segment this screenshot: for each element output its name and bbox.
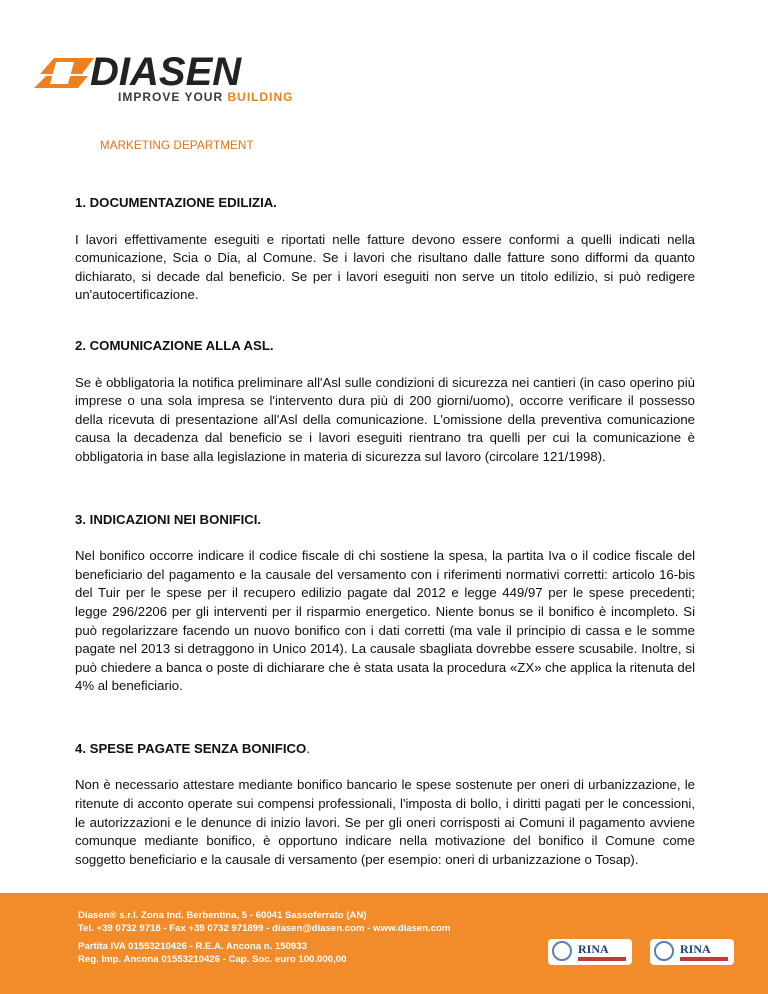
rina-certification-badge <box>548 939 632 965</box>
tagline <box>118 90 293 104</box>
document-body <box>75 168 695 869</box>
section-4-body: Non è necessario attestare mediante bonifico bancario le spese sostenute per oneri di urbanizzazione, le ritenute di acconto operate sui compensi professionali, l'imposta di bollo, i diritti pagati per le concessioni, le autorizzazioni e le denunce di inizio lavori. Se per gli oneri corrisposti ai Comuni il pagamento avviene comunque mediante bonifico, è opportuno indicare nella motivazione del bonifico il Comune come soggetto beneficiario e la causale di versamento (per esempio: oneri di urbanizzazione o Tosap). <box>75 777 695 867</box>
certification-seal-icon <box>654 941 674 961</box>
badge-stripe <box>680 957 728 961</box>
rina-certification-badge-2 <box>650 939 734 965</box>
section-2-title: 2. COMUNICAZIONE ALLA ASL. <box>75 337 274 353</box>
section-4-title-suffix: . <box>306 740 310 756</box>
footer-address <box>78 909 451 935</box>
rina-badge-label: RINA <box>578 942 609 956</box>
section-2-body: Se è obbligatoria la notifica preliminare all'Asl sulle condizioni di sicurezza nei cantieri (in caso operino più imprese o una sola impresa se l'intervento dura più di 200 giorni/uomo), occorre verificare il possesso della ricevuta di presentazione all'Asl della comunicazione. L'omissione della preventiva comunicazione causa la decadenza dal beneficio se i lavori eseguiti rientrano tra quelli per cui la comunicazione è obbligatoria in base alla legislazione in materia di sicurezza sul lavoro (circolare 121/1998). <box>75 374 695 464</box>
certification-seal-icon <box>552 941 572 961</box>
footer-line-4: Reg. Imp. Ancona 01553210426 - Cap. Soc. euro 100.000,00 <box>78 954 347 965</box>
tagline-part1: IMPROVE YOUR <box>118 90 224 104</box>
rina-badge-label: RINA <box>680 942 711 956</box>
section-4-title <box>75 740 695 759</box>
section-1-title: 1. DOCUMENTAZIONE EDILIZIA. <box>75 195 277 210</box>
section-1-body: I lavori effettivamente eseguiti e riportati nelle fatture devono essere conformi a quelli indicati nella comunicazione, Scia o Dia, al Comune. Se i lavori che risultano dalle fatture sono difformi da quanto dichiarato, si decade dal beneficio. Se per i lavori eseguiti non serve un titolo edilizio, si può redigere un'autocertificazione. <box>75 231 695 303</box>
footer-line-3: Partita IVA 01553210426 - R.E.A. Ancona n. 150933 <box>78 941 307 952</box>
badge-stripe <box>578 957 626 961</box>
tagline-part2: BUILDING <box>227 90 294 104</box>
footer-bar <box>0 893 768 994</box>
footer-company-info <box>78 940 346 966</box>
department-label: MARKETING DEPARTMENT <box>100 140 254 152</box>
section-3-body: Nel bonifico occorre indicare il codice fiscale di chi sostiene la spesa, la partita Iva o il codice fiscale del beneficiario del pagamento e la causale del versamento con i riferimenti normativi corretti: articolo 16-bis del Tuir per le spese per il recupero edilizio pagate dal 2012 e legge 449/97 per le spese precedenti; legge 296/2206 per gli interventi per il risparmio energetico. Niente bonus se il bonifico è incompleto. Si può regolarizzare facendo un nuovo bonifico con i dati corretti (ma vale il principio di cassa e le somme pagate nel 2013 si detraggono in Unico 2014). La causale sbagliata dovrebbe essere scusabile. Inoltre, si può chiedere a banca o poste di dichiarare che è stata usata la procedura «ZX» che applica la ritenuta del 4% al beneficiario. <box>75 548 695 694</box>
brand-wordmark: DIASEN <box>90 50 242 94</box>
footer-line-2: Tel. +39 0732 9718 - Fax +39 0732 971899 - diasen@diasen.com - www.diasen.com <box>78 923 451 934</box>
section-4-title-text: 4. SPESE PAGATE SENZA BONIFICO <box>75 740 307 756</box>
footer-line-1: Diasen® s.r.l. Zona Ind. Berbentina, 5 - 60041 Sassoferrato (AN) <box>78 910 367 921</box>
section-3-title: 3. INDICAZIONI NEI BONIFICI. <box>75 511 262 527</box>
